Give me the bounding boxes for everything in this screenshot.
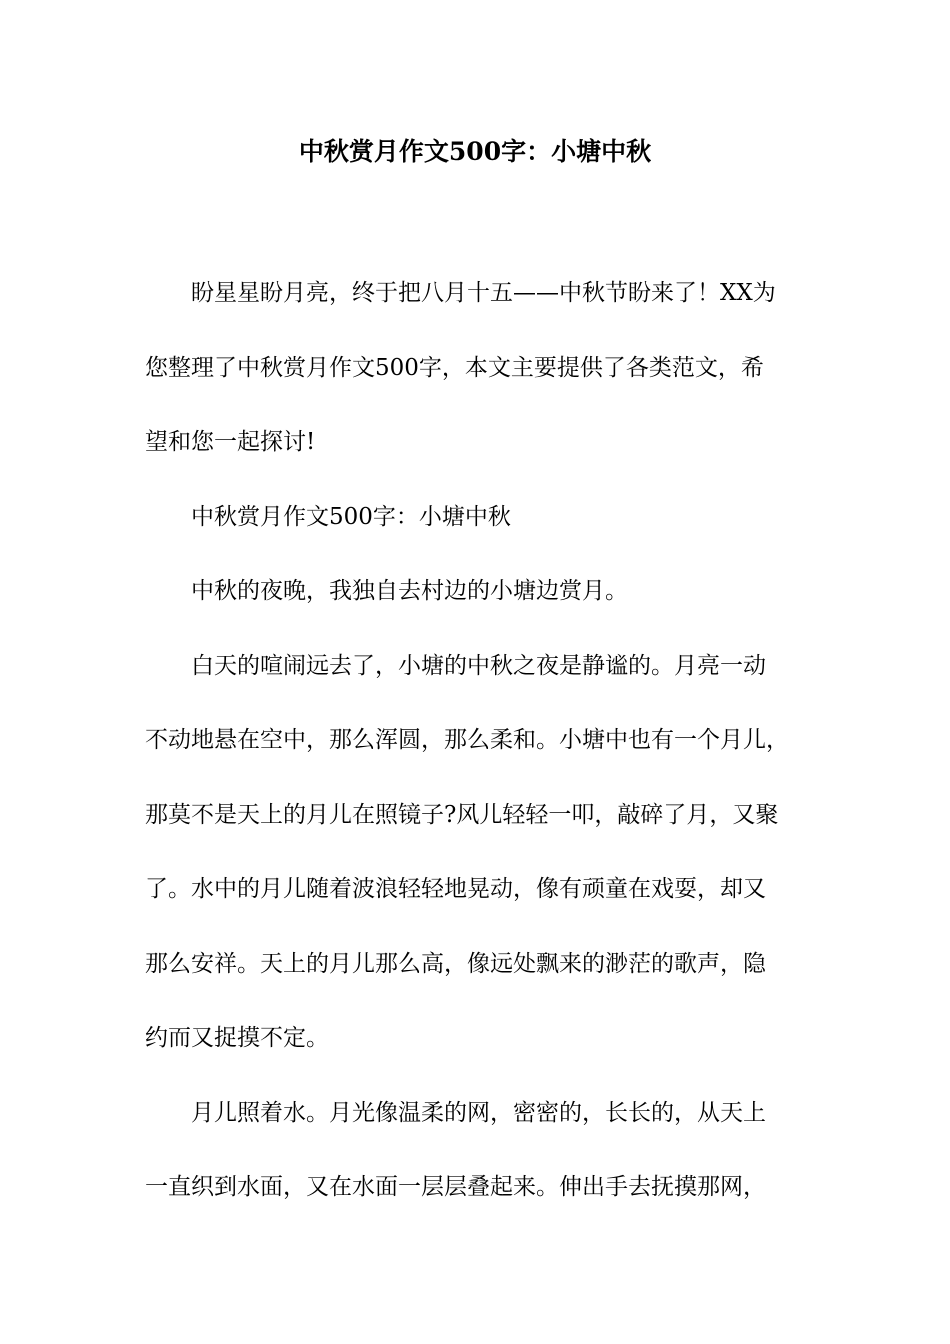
paragraph-moonlight-net — [145, 1076, 825, 1225]
paragraph-line: 了。水中的月儿随着波浪轻轻地晃动，像有顽童在戏耍，却又 — [145, 876, 766, 902]
paragraph-intro — [145, 256, 825, 480]
paragraph-line: 不动地悬在空中，那么浑圆，那么柔和。小塘中也有一个月儿， — [145, 727, 789, 753]
paragraph-line: 那莫不是天上的月儿在照镜子?风儿轻轻一叩，敲碎了月，又聚 — [145, 801, 779, 828]
paragraph-line: 白天的喧闹远去了，小塘的中秋之夜是静谧的。月亮一动 — [191, 652, 766, 679]
paragraph-line: 那么安祥。天上的月儿那么高，像远处飘来的渺茫的歌声，隐 — [145, 950, 766, 977]
paragraph-moon-description — [145, 629, 825, 1076]
paragraph-line: 您整理了中秋赏月作文500字，本文主要提供了各类范文，希 — [145, 354, 764, 381]
paragraph-line: 约而又捉摸不定。 — [145, 1025, 329, 1051]
paragraph-opening — [145, 554, 825, 629]
paragraph-line: 盼星星盼月亮，终于把八月十五——中秋节盼来了！XX为 — [191, 280, 776, 306]
paragraph-subtitle — [145, 480, 825, 555]
paragraph-line: 望和您一起探讨! — [145, 429, 316, 455]
document-body — [145, 256, 825, 1225]
paragraph-line: 中秋赏月作文500字：小塘中秋 — [191, 503, 511, 530]
paragraph-line: 月儿照着水。月光像温柔的网，密密的，长长的，从天上 — [191, 1099, 766, 1126]
paragraph-line: 一直织到水面，又在水面一层层叠起来。伸出手去抚摸那网， — [145, 1174, 766, 1200]
paragraph-line: 中秋的夜晚，我独自去村边的小塘边赏月。 — [191, 578, 628, 604]
document-title: 中秋赏月作文500字：小塘中秋 — [298, 137, 652, 166]
